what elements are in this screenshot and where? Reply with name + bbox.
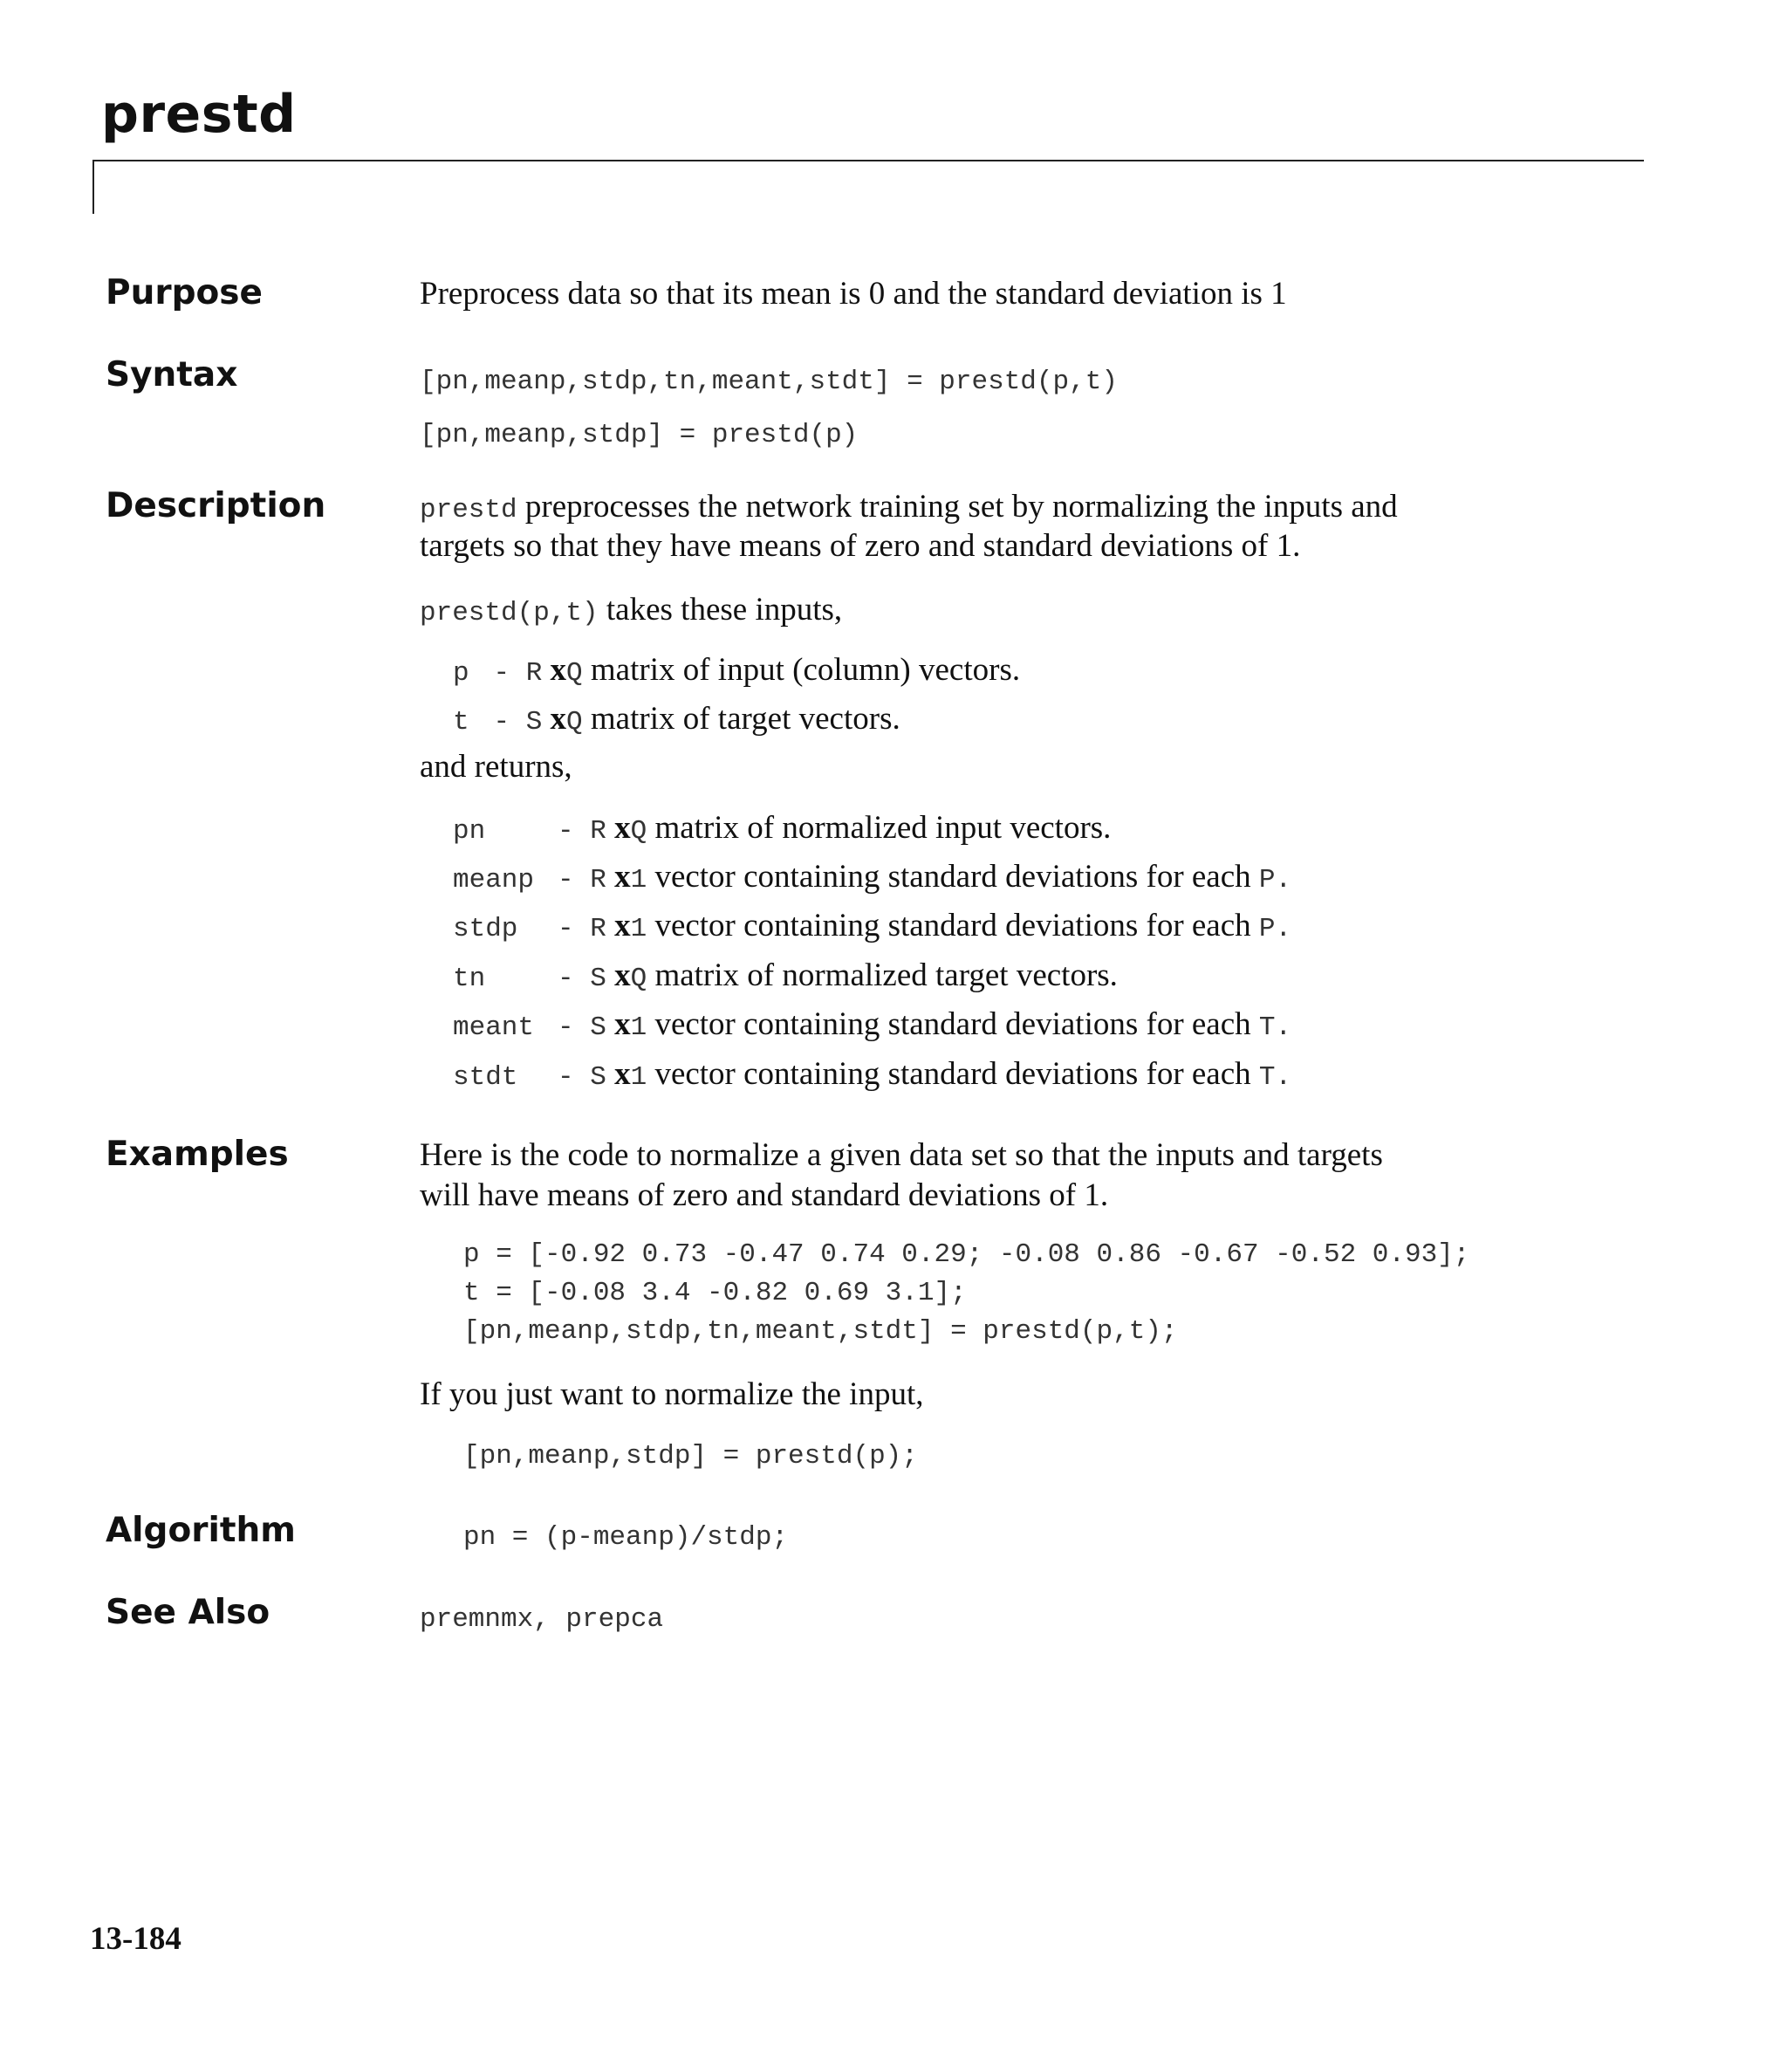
times-symbol: x — [550, 701, 567, 737]
function-name-code: prestd — [420, 495, 517, 525]
output-description: vector containing standard deviations for each — [654, 1006, 1251, 1042]
dim-cols: Q — [566, 658, 583, 689]
dim-cols: Q — [630, 816, 647, 847]
algorithm-heading: Algorithm — [106, 1511, 296, 1550]
examples-text-line-2: will have means of zero and standard deviations of 1. — [420, 1177, 1109, 1213]
input-name: t — [453, 707, 469, 738]
examples-heading: Examples — [106, 1135, 289, 1174]
dash: - — [558, 1012, 574, 1043]
output-name: pn — [453, 816, 486, 847]
times-symbol: x — [614, 1056, 631, 1092]
input-row — [453, 651, 1020, 689]
call-code: prestd(p,t) — [420, 598, 599, 628]
description-heading: Description — [106, 486, 326, 525]
times-symbol: x — [550, 652, 567, 688]
output-description: vector containing standard deviations for each — [654, 1056, 1251, 1092]
header-rule-horizontal — [92, 160, 1644, 161]
description-intro-text: preprocesses the network training set by normalizing the inputs and — [517, 489, 1398, 525]
input-description: matrix of target vectors. — [590, 701, 900, 737]
call-line — [420, 591, 842, 628]
input-description: matrix of input (column) vectors. — [590, 652, 1021, 688]
dim-rows: S — [590, 964, 606, 994]
output-description: vector containing standard deviations for each — [654, 908, 1251, 943]
dim-rows: R — [525, 658, 543, 689]
input-row — [453, 700, 900, 738]
output-ref: P. — [1258, 914, 1292, 944]
output-ref: P. — [1258, 865, 1292, 895]
times-symbol: x — [614, 859, 631, 895]
example-code-line-1: p = [-0.92 0.73 -0.47 0.74 0.29; -0.08 0.86 -0.67 -0.52 0.93]; — [463, 1239, 1470, 1270]
dim-cols: Q — [630, 964, 647, 994]
output-row — [453, 1005, 1291, 1043]
output-name: stdp — [453, 914, 518, 944]
dim-cols: 1 — [630, 865, 647, 895]
dim-cols: 1 — [630, 914, 647, 944]
call-text: takes these inputs, — [598, 592, 843, 628]
output-name: tn — [453, 964, 486, 994]
page-title: prestd — [101, 84, 297, 145]
output-row — [453, 957, 1118, 994]
returns-text: and returns, — [420, 749, 572, 785]
dim-cols: 1 — [630, 1012, 647, 1043]
examples-text-line-1: Here is the code to normalize a given data set so that the inputs and targets — [420, 1137, 1383, 1173]
see-also-links[interactable]: premnmx, prepca — [420, 1604, 664, 1635]
algorithm-code: pn = (p-meanp)/stdp; — [463, 1522, 789, 1553]
purpose-heading: Purpose — [106, 273, 263, 312]
times-symbol: x — [614, 908, 631, 943]
dim-rows: R — [590, 865, 606, 895]
dim-cols: 1 — [630, 1062, 647, 1093]
output-description: matrix of normalized target vectors. — [654, 957, 1118, 993]
dash: - — [558, 914, 574, 944]
header-rule-vertical — [92, 160, 94, 214]
input-name: p — [453, 658, 469, 689]
syntax-line-2: [pn,meanp,stdp] = prestd(p) — [420, 420, 859, 450]
output-row — [453, 858, 1291, 895]
see-also-heading: See Also — [106, 1593, 270, 1632]
output-description: vector containing standard deviations for each — [654, 859, 1251, 895]
output-description: matrix of normalized input vectors. — [654, 810, 1112, 846]
dim-rows: S — [590, 1062, 606, 1093]
page-number: 13-184 — [90, 1921, 181, 1957]
dim-rows: R — [590, 914, 606, 944]
purpose-text: Preprocess data so that its mean is 0 and the standard deviation is 1 — [420, 276, 1287, 312]
output-name: meant — [453, 1012, 535, 1043]
times-symbol: x — [614, 1006, 631, 1042]
examples-text-2: If you just want to normalize the input, — [420, 1376, 924, 1412]
times-symbol: x — [614, 957, 631, 993]
description-intro-line-1 — [420, 488, 1398, 525]
dash: - — [558, 1062, 574, 1093]
output-row — [453, 809, 1111, 847]
example-code-line-3: [pn,meanp,stdp,tn,meant,stdt] = prestd(p,t); — [463, 1316, 1178, 1347]
dash: - — [558, 964, 574, 994]
output-name: stdt — [453, 1062, 518, 1093]
syntax-line-1: [pn,meanp,stdp,tn,meant,stdt] = prestd(p,t) — [420, 367, 1118, 397]
output-ref: T. — [1258, 1012, 1292, 1043]
output-name: meanp — [453, 865, 535, 895]
example-code-2: [pn,meanp,stdp] = prestd(p); — [463, 1441, 918, 1472]
dash: - — [558, 816, 574, 847]
times-symbol: x — [614, 810, 631, 846]
example-code-line-2: t = [-0.08 3.4 -0.82 0.69 3.1]; — [463, 1278, 967, 1308]
output-row — [453, 907, 1291, 944]
dim-cols: Q — [566, 707, 583, 738]
dim-rows: S — [525, 707, 543, 738]
dim-rows: S — [590, 1012, 606, 1043]
syntax-heading: Syntax — [106, 355, 238, 395]
dash: - — [558, 865, 574, 895]
dash: - — [493, 658, 510, 689]
output-ref: T. — [1258, 1062, 1292, 1093]
dash: - — [493, 707, 510, 738]
description-intro-line-2: targets so that they have means of zero and standard deviations of 1. — [420, 528, 1301, 564]
dim-rows: R — [590, 816, 606, 847]
output-row — [453, 1055, 1291, 1093]
